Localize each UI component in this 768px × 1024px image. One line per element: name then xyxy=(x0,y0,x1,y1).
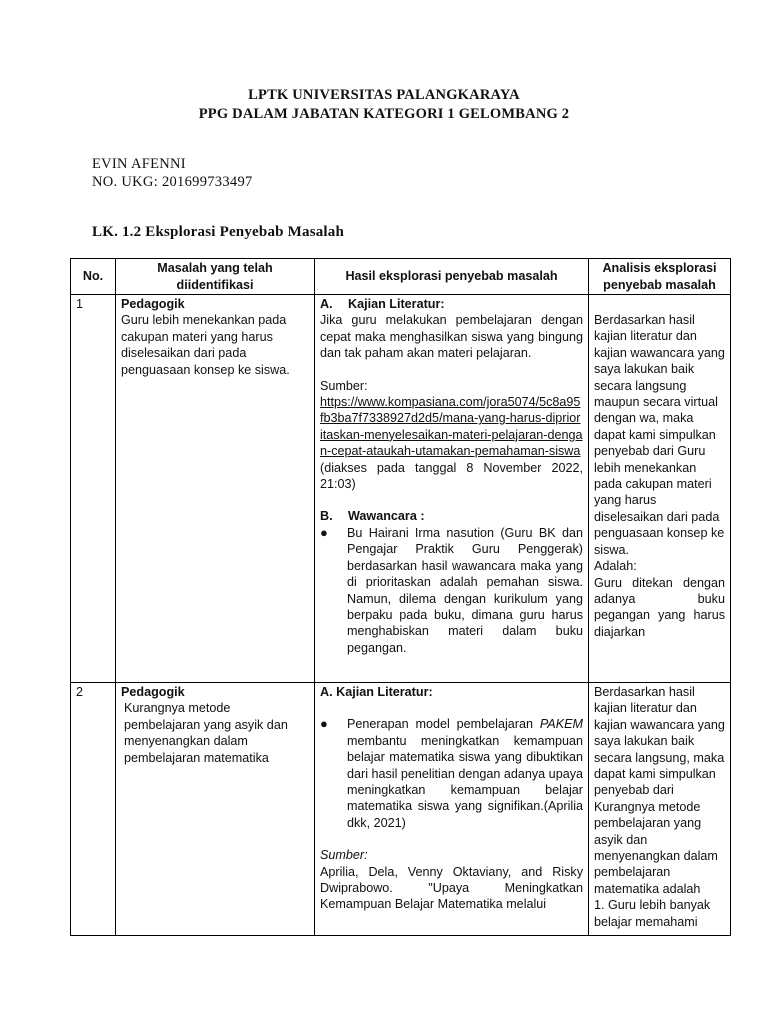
author-name: EVIN AFENNI xyxy=(92,156,186,172)
header-masalah: Masalah yang telah diidentifikasi xyxy=(116,259,315,295)
wawancara-title: Wawancara : xyxy=(348,509,425,524)
header-analisis: Analisis eksplorasi penyebab masalah xyxy=(589,259,731,295)
masalah-category: Pedagogik xyxy=(121,685,185,699)
diakses-text: (diakses pada tanggal 8 November 2022, 21:03) xyxy=(320,460,583,492)
kajian-heading xyxy=(320,296,583,312)
row-number: 1 xyxy=(71,295,116,683)
wawancara-text: Bu Hairani Irma nasution (Guru BK dan Pengajar Praktik Guru Penggerak) berdasarkan hasil wawancara maka yang di prioritaskan adalah pemahan siswa. Namun, dilema dengan kurikulum yang berpaku pada buku, dimana guru harus menghabiskan materi dalam buku pegangan. xyxy=(347,525,583,655)
kajian-title: A. Kajian Literatur: xyxy=(320,685,433,699)
masalah-description: Guru lebih menekankan pada cakupan materi yang harus diselesaikan dari pada penguasaan konsep ke siswa. xyxy=(121,313,290,377)
header-no: No. xyxy=(71,259,116,295)
hasil-cell xyxy=(315,295,589,683)
analisis-text: Berdasarkan hasil kajian literatur dan kajian wawancara yang saya lakukan baik secara langsung, maka dapat kami simpulkan penyebab dari Kurangnya metode pembelajaran yang asyik dan menyenangkan dalam pembelajaran matematika adalah xyxy=(594,685,725,896)
author-block xyxy=(92,155,253,191)
program-title: PPG DALAM JABATAN KATEGORI 1 GELOMBANG 2 xyxy=(198,106,570,122)
table-row xyxy=(71,295,731,683)
sumber-link[interactable]: https://www.kompasiana.com/jora5074/5c8a95fb3ba7f7338927d2d5/mana-yang-harus-diprioritaskan-menyelesaikan-materi-pelajaran-dengan-cepat-ataukah-utamakan-pemahaman-siswa xyxy=(320,395,583,459)
sumber-label: Sumber: xyxy=(320,378,368,393)
problem-table xyxy=(70,258,731,936)
analisis-point: 1. Guru lebih banyak belajar memahami xyxy=(594,898,711,929)
masalah-cell xyxy=(116,295,315,683)
masalah-cell xyxy=(116,683,315,936)
masalah-description: Kurangnya metode pembelajaran yang asyik dan menyenangkan dalam pembelajaran matematika xyxy=(124,701,288,765)
analisis-cell xyxy=(589,683,731,936)
pakem-term: PAKEM xyxy=(539,717,583,732)
kajian-text: Jika guru melakukan pembelajaran dengan cepat maka menghasilkan siswa yang bingung dan tak paham akan materi pelajaran. xyxy=(320,313,583,361)
analisis-text: Berdasarkan hasil kajian literatur dan kajian wawancara yang saya lakukan baik secara langsung maupun secara virtual dengan wa, maka dapat kami simpulkan penyebab dari Guru lebih menekankan pada cakupan materi yang harus diselesaikan dari pada penguasaan konsep ke siswa. xyxy=(594,313,725,557)
adalah-text: Guru ditekan dengan adanya buku pegangan yang harus diajarkan xyxy=(594,575,725,639)
list-item xyxy=(320,716,583,831)
kajian-label: A. xyxy=(320,297,333,311)
sumber-label: Sumber: xyxy=(320,848,368,863)
row-number: 2 xyxy=(71,683,116,936)
analisis-cell xyxy=(589,295,731,683)
institution-title: LPTK UNIVERSITAS PALANGKARAYA xyxy=(248,87,520,103)
header-hasil: Hasil eksplorasi penyebab masalah xyxy=(315,259,589,295)
hasil-cell xyxy=(315,683,589,936)
table-row xyxy=(71,683,731,936)
table-header-row xyxy=(71,259,731,295)
masalah-category: Pedagogik xyxy=(121,297,185,311)
section-title: LK. 1.2 Eksplorasi Penyebab Masalah xyxy=(92,224,345,240)
document-header xyxy=(0,86,768,124)
kajian-text: Penerapan model pembelajaran PAKEM membantu meningkatkan kemampuan belajar matematika siswa yang dibuktikan dari hasil penelitian dengan adanya upaya meningkatkan kemampuan belajar matematika siswa yang signifikan.(Aprilia dkk, 2021) xyxy=(347,717,583,830)
wawancara-heading xyxy=(320,508,583,524)
bullet-icon: ● xyxy=(320,716,328,732)
kajian-title: Kajian Literatur: xyxy=(348,297,445,311)
list-item xyxy=(320,525,583,656)
bullet-icon: ● xyxy=(320,524,328,540)
author-ukg: NO. UKG: 201699733497 xyxy=(92,174,253,190)
adalah-label: Adalah: xyxy=(594,559,637,574)
sumber-text: Aprilia, Dela, Venny Oktaviany, and Risky Dwiprabowo. "Upaya Meningkatkan Kemampuan Belajar Matematika melalui xyxy=(320,864,583,912)
wawancara-label: B. xyxy=(320,509,333,524)
